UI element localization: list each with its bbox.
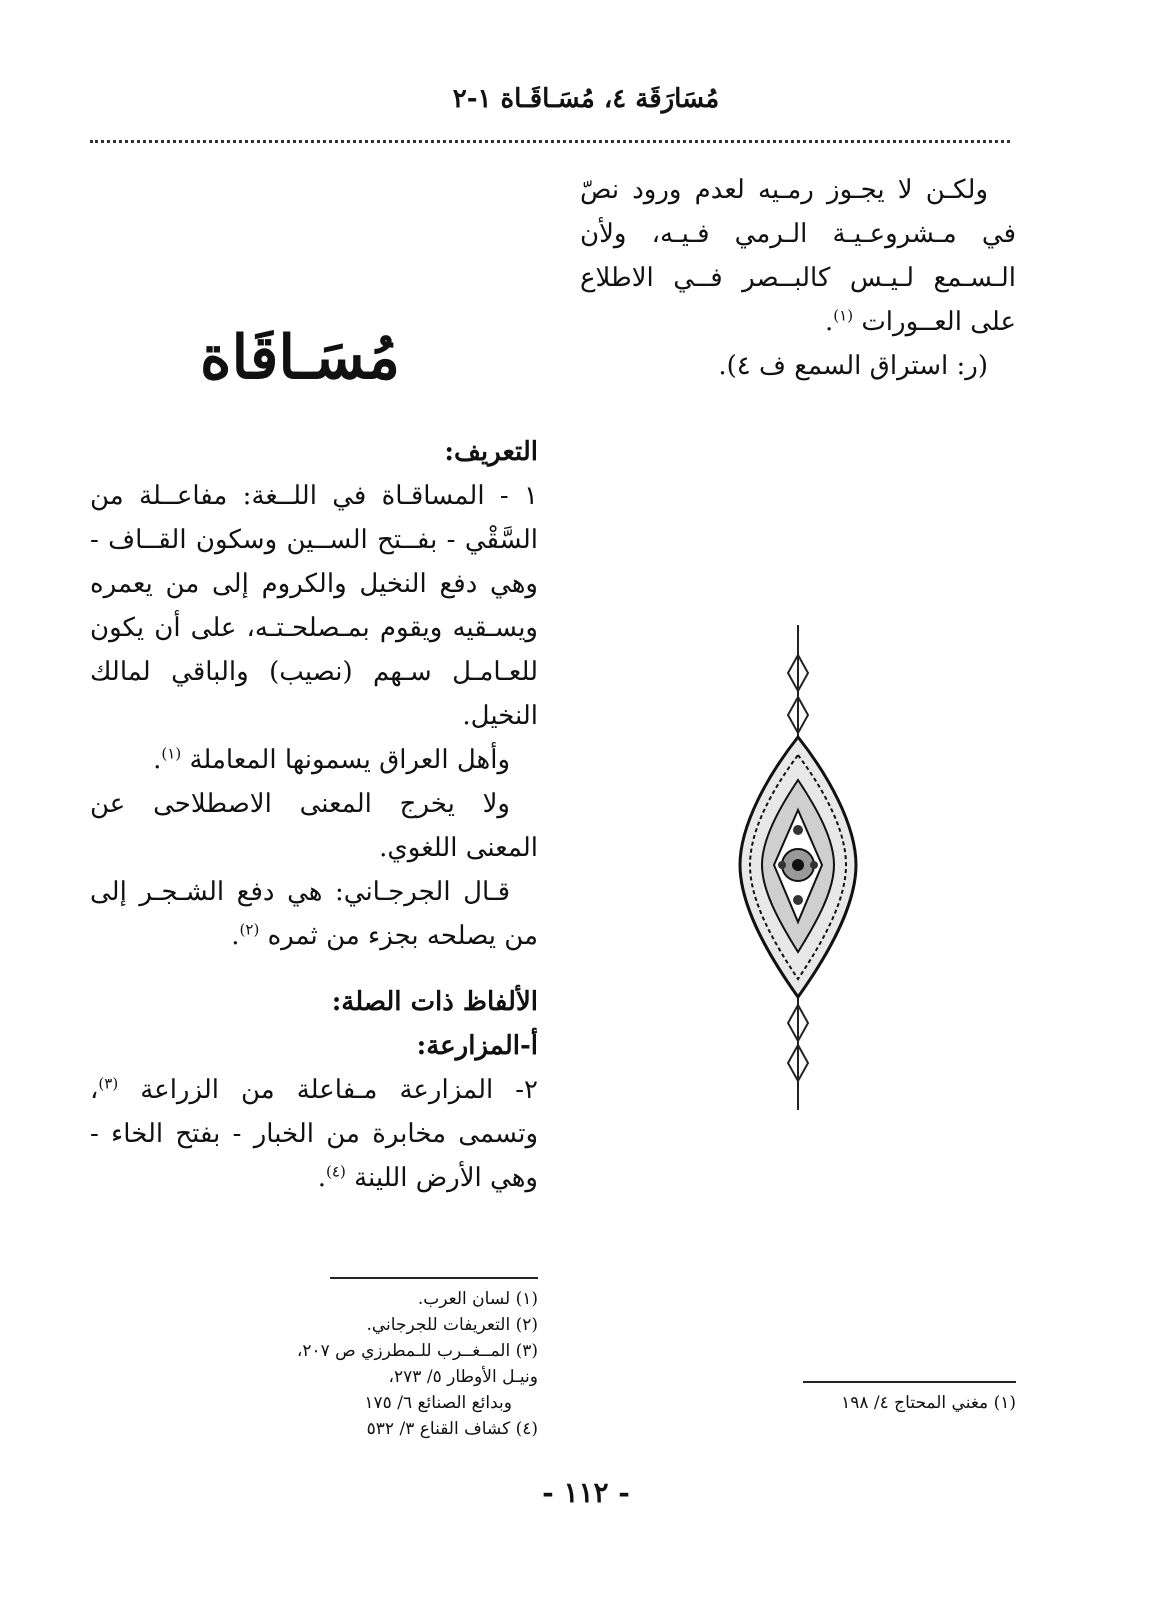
footnote-2: (٢) التعريفات للجرجاني. bbox=[366, 1315, 538, 1335]
header-divider bbox=[90, 140, 1010, 143]
page-number: - ١١٢ - bbox=[542, 1476, 630, 1509]
continued-paragraph-text: ولكـن لا يجـوز رمـيه لعدم ورود نصّ في مـشروعـيـة الـرمي فـيـه، ولأن الـسـمع لـيـس كالبــصر فــي الاطلاع على العــورات bbox=[580, 175, 1016, 337]
footnote-1: (١) لسان العرب. bbox=[417, 1289, 538, 1309]
footnote-4: (٤) كشاف القناع ٣/ ٥٣٢ bbox=[366, 1419, 538, 1439]
footnote-rule-right bbox=[803, 1381, 1016, 1383]
paragraph-5-text-b: ، وتسمى مخابرة من الخبار - بفتح الخاء - وهي الأرض اللينة bbox=[90, 1075, 538, 1193]
subheading-muzaraa: أ-المزارعة: bbox=[416, 1031, 538, 1061]
section-title: مُسَـاقَاة bbox=[200, 323, 400, 393]
cross-reference: (ر: استراق السمع ف ٤). bbox=[718, 351, 988, 381]
heading-related-terms: الألفاظ ذات الصلة: bbox=[331, 987, 538, 1017]
footnote-rule-left bbox=[330, 1277, 538, 1279]
continued-paragraph: ولكـن لا يجـوز رمـيه لعدم ورود نصّ في مـشروعـيـة الـرمي فـيـه، ولأن الـسـمع لـيـس كالبــصر فــي الاطلاع على العــورات $^{(١)}$. bbox=[580, 175, 1016, 337]
paragraph-2-text: وأهل العراق يسمونها المعاملة bbox=[189, 745, 510, 775]
footnote-ref: (٣) bbox=[98, 1074, 119, 1093]
left-column bbox=[90, 430, 538, 1200]
ornament-icon bbox=[738, 625, 858, 1110]
footnotes-left bbox=[280, 1286, 538, 1442]
paragraph-4-text: قـال الجرجـاني: هي دفع الشـجـر إلى من يصلحه بجزء من ثمره bbox=[90, 877, 538, 951]
footnote-ref: (٢) bbox=[239, 920, 260, 939]
right-column bbox=[580, 168, 1016, 388]
footnotes-right bbox=[780, 1390, 1016, 1416]
paragraph-2: وأهل العراق يسمونها المعاملة $^{(١)}$. bbox=[153, 744, 510, 775]
footnote-ref: (١) bbox=[833, 306, 854, 325]
footnote-ref: (١) bbox=[161, 744, 182, 763]
paragraph-5: ٢- المزارعة مـفاعلة من الزراعة $^{(٣)}$، وتسمى مخابرة من الخبار - بفتح الخاء - وهي الأرض اللينة $^{(٤)}$. bbox=[90, 1074, 538, 1193]
paragraph-4: قـال الجرجـاني: هي دفع الشـجـر إلى من يصلحه بجزء من ثمره $^{(٢)}$. bbox=[90, 877, 538, 951]
footnote-ref: (٤) bbox=[326, 1162, 346, 1181]
heading-definition: التعريف: bbox=[444, 437, 538, 467]
paragraph-1: ١ - المساقـاة في اللــغة: مفاعــلة من السَّقْي - بفــتح الســين وسكون القــاف - وهي دفع النخيل والكروم إلى من يعمره ويسـقيه ويقوم بمـصلحـتـه، على أن يكون للعـامـل سـهم (نصيب) والباقي لمالك النخيل. bbox=[90, 481, 538, 731]
footnote-3-continued: وبدائع الصنائع ٦/ ١٧٥ bbox=[364, 1393, 512, 1413]
footnote-right-1: (١) مغني المحتاج ٤/ ١٩٨ bbox=[841, 1393, 1016, 1413]
running-header: مُسَارَقَة ٤، مُسَـاقَـاة ١-٢ bbox=[452, 84, 720, 114]
paragraph-3: ولا يخرج المعنى الاصطلاحى عن المعنى اللغوي. bbox=[90, 789, 538, 863]
paragraph-5-text-a: ٢- المزارعة مـفاعلة من الزراعة bbox=[140, 1075, 538, 1105]
footnote-3: (٣) المــغــرب للـمطرزي ص ٢٠٧، ونيـل الأوطار ٥/ ٢٧٣، bbox=[296, 1341, 538, 1387]
